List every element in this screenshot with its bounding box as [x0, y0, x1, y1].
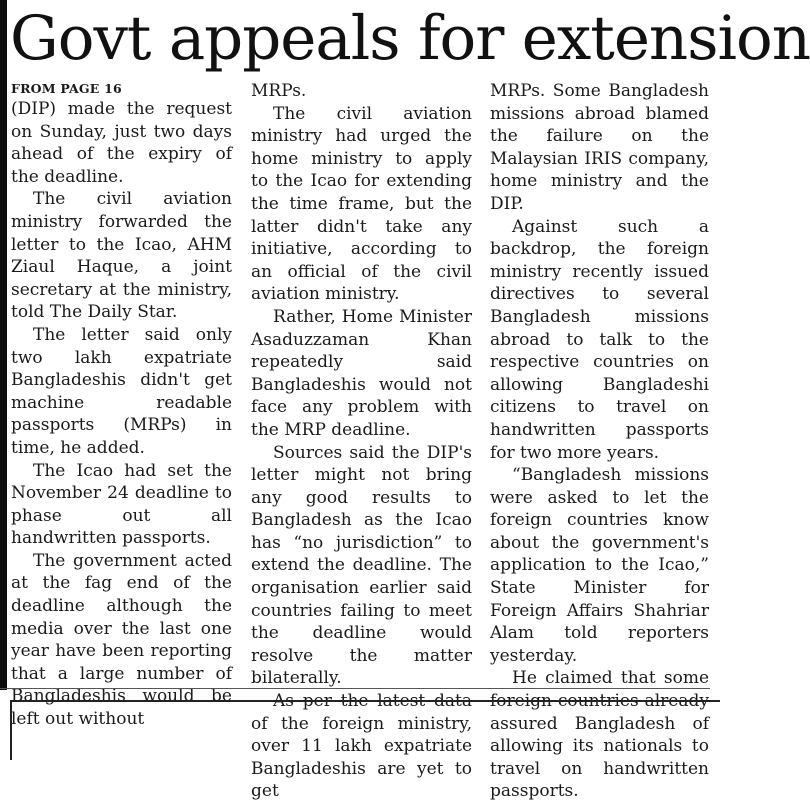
paragraph: MRPs. Some Bangladesh missions abroad blamed the failure on the Malaysian IRIS company, home ministry and the DIP.: [490, 81, 709, 214]
paragraph: The letter said only two lakh expatriate Bangladeshis didn't get machine readable passports (MRPs) in time, he added.: [11, 324, 232, 458]
paragraph: The Icao had set the November 24 deadline to phase out all handwritten passports.: [11, 460, 232, 549]
paragraph: Rather, Home Minister Asaduzzaman Khan repeatedly said Bangladeshis would not face any problem with the MRP deadline.: [251, 306, 472, 440]
next-article-box: [10, 700, 720, 760]
article-column-1: [11, 80, 232, 731]
bottom-rule: [0, 688, 710, 689]
paragraph: The civil aviation ministry forwarded the letter to the Icao, AHM Ziaul Haque, a joint secretary at the ministry, told The Daily Star.: [11, 189, 232, 323]
paragraph: MRPs.: [251, 81, 307, 101]
paragraph: (DIP) made the request on Sunday, just two days ahead of the expiry of the deadline.: [11, 99, 232, 187]
paragraph: Sources said the DIP's letter might not bring any good results to Bangladesh as the Icao has “no jurisdiction” to extend the deadline. The organisation earlier said countries failing to meet the deadline would resolve the matter bilaterally.: [251, 442, 472, 689]
article-headline: Govt appeals for extension: [10, 3, 810, 74]
article-column-2: [251, 80, 472, 803]
paragraph: The government acted at the fag end of the deadline although the media over the last one year have been reporting that a large number of Bangladeshis would be left out without: [11, 550, 232, 730]
left-margin-bar: [0, 0, 7, 690]
paragraph: “Bangladesh missions were asked to let the foreign countries know about the government's application to the Icao,” State Minister for Foreign Affairs Shahriar Alam told reporters yesterday.: [490, 465, 709, 666]
paragraph: As per the latest data of the foreign ministry, over 11 lakh expatriate Bangladeshis are yet to get: [251, 691, 472, 802]
article-column-3: [490, 80, 709, 803]
jump-line: FROM PAGE 16: [11, 81, 122, 96]
paragraph: He claimed that some foreign countries already assured Bangladesh of allowing its nationals to travel on handwritten passports.: [490, 668, 709, 802]
paragraph: The civil aviation ministry had urged the home ministry to apply to the Icao for extending the time frame, but the latter didn't take any initiative, according to an official of the civil aviation ministry.: [251, 103, 472, 305]
paragraph: Against such a backdrop, the foreign ministry recently issued directives to several Bangladesh missions abroad to talk to the respective countries on allowing Bangladeshi citizens to travel on handwritten passports for two more years.: [490, 216, 709, 463]
